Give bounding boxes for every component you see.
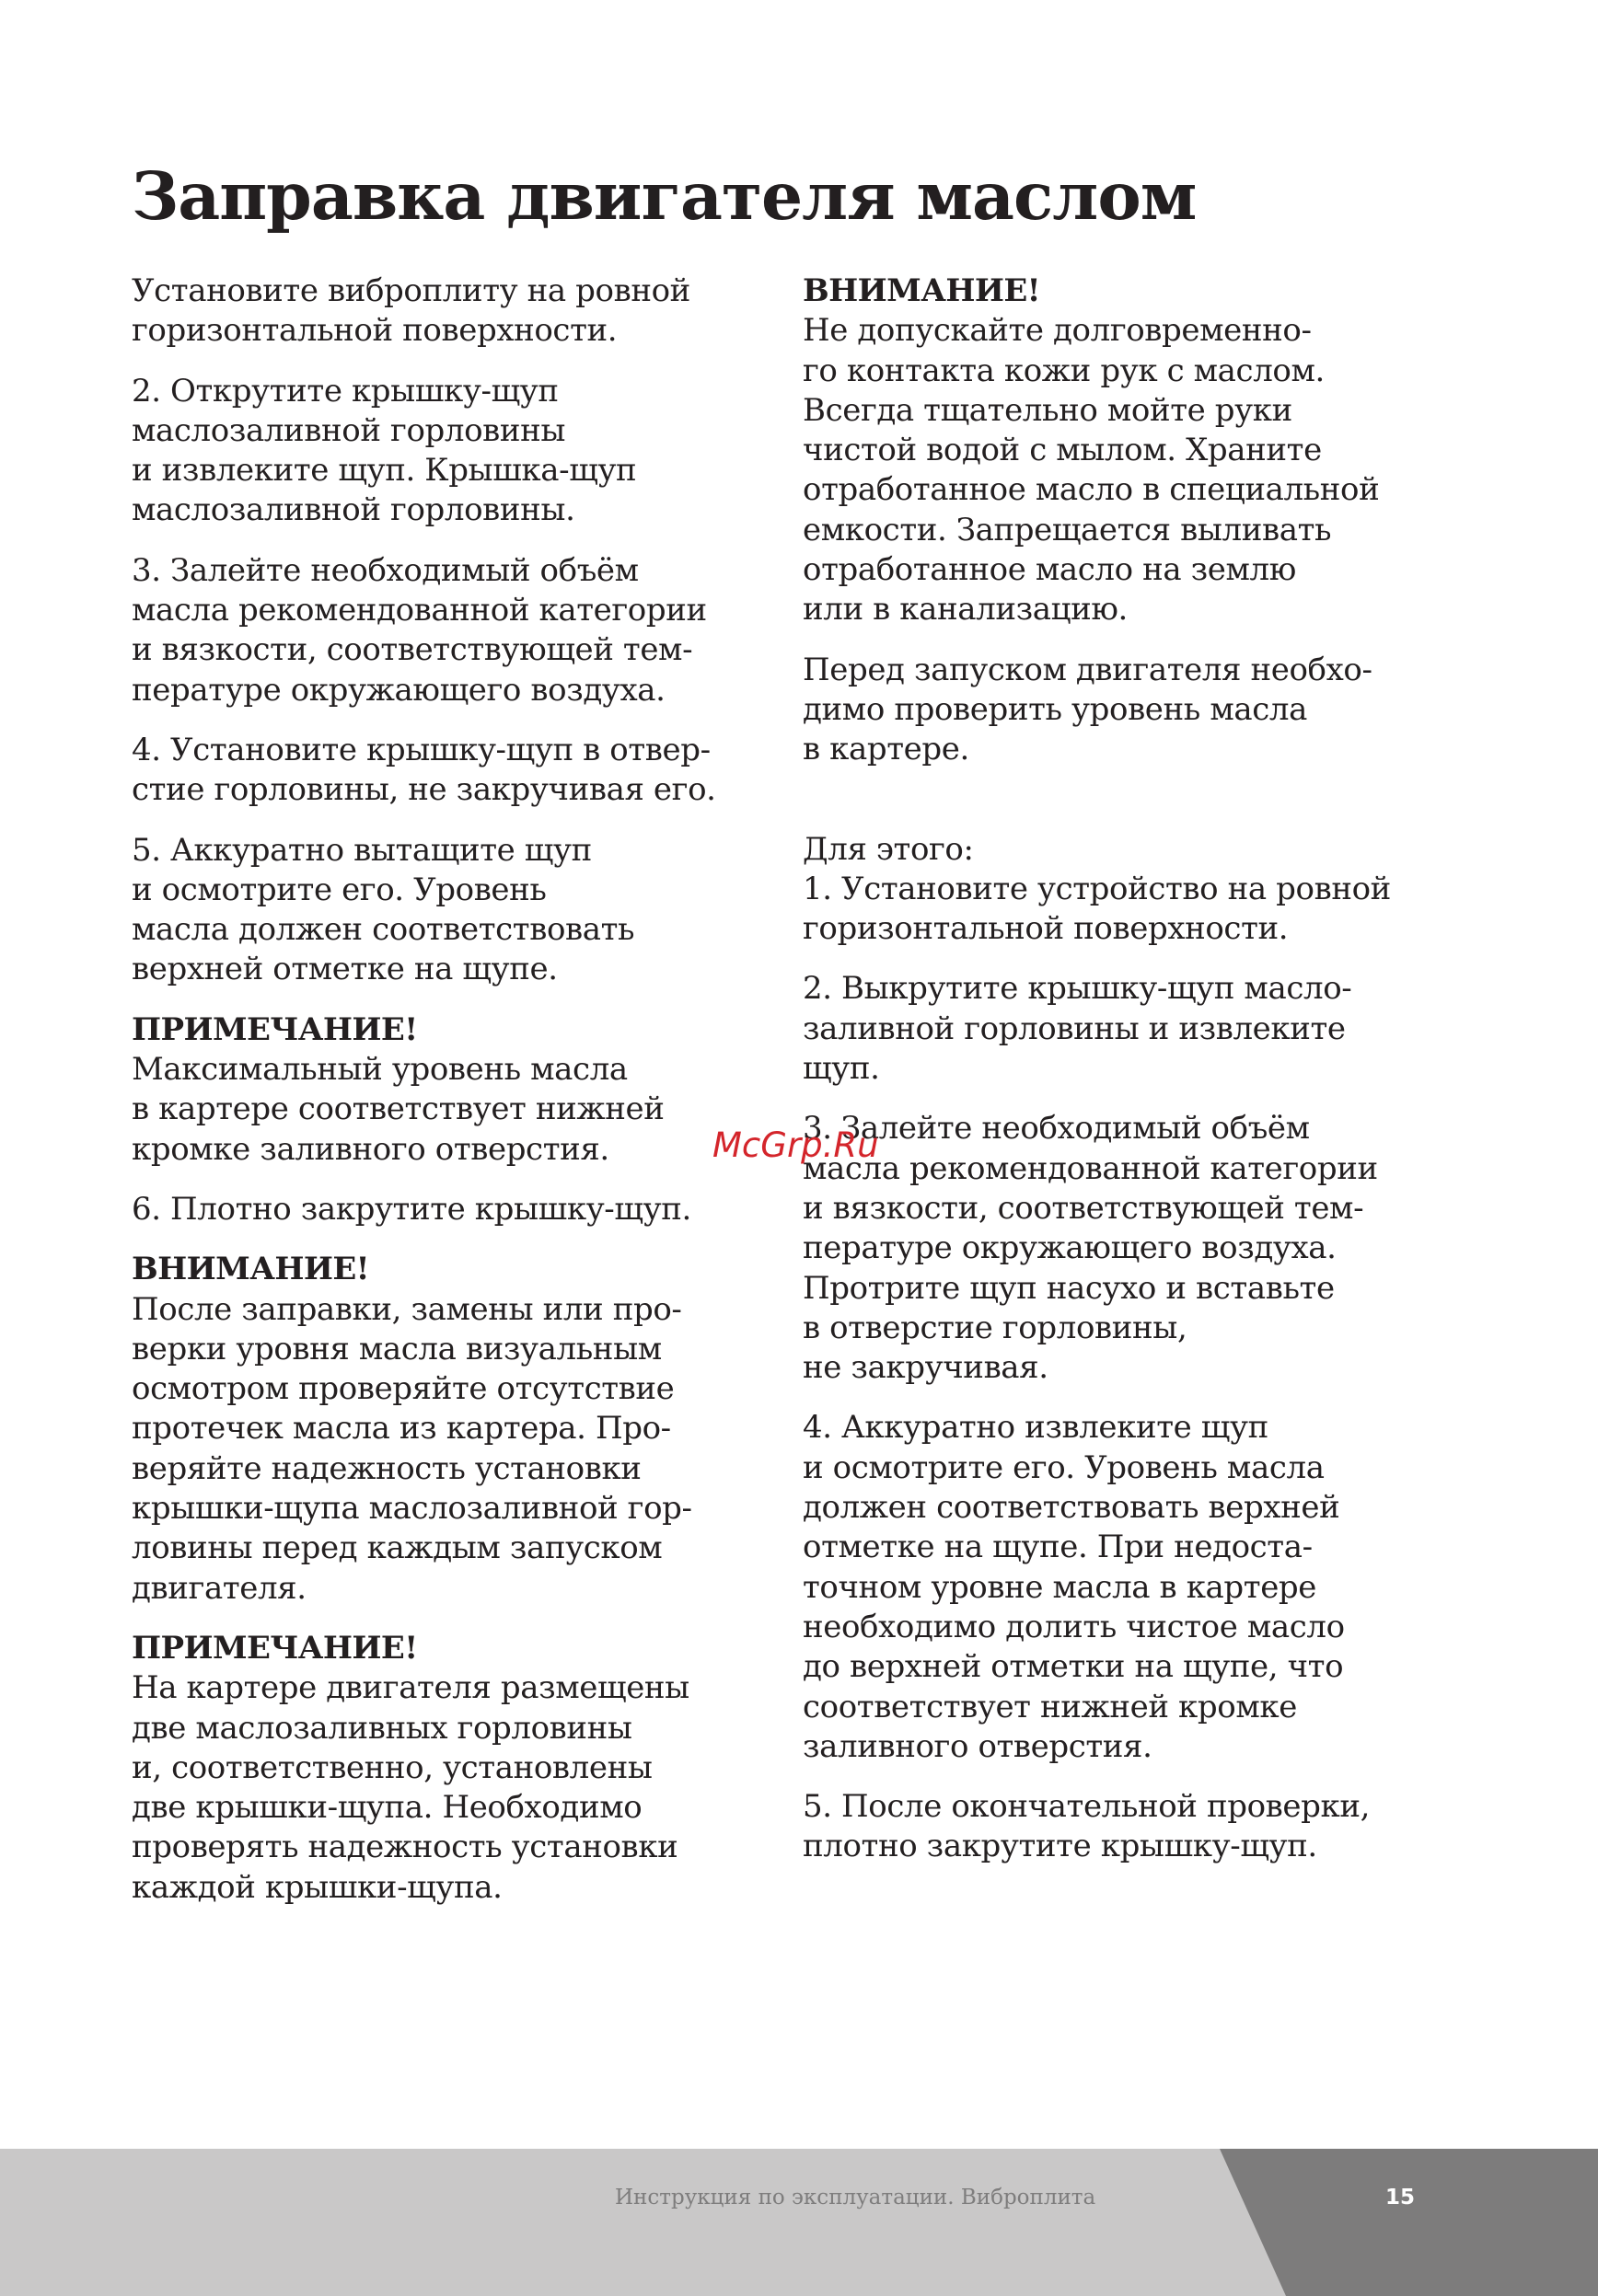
paragraph-heading: ВНИМАНИЕ! <box>803 272 1041 309</box>
page-title: Заправка двигателя маслом <box>132 157 1197 235</box>
paragraph-text: Для этого: 1. Установите устройство на ровной горизонтальной поверхности. <box>803 830 1391 948</box>
paragraph-text: 5. После окончательной проверки, плотно закрутите крышку-щуп. <box>803 1788 1371 1865</box>
paragraph <box>132 731 758 811</box>
paragraph-text: 3. Залейте необходимый объём масла рекомендованной категории и вязкости, соответствующей тем- пературе окружающего воздуха. Протрите щуп насухо и вставьте в отверстие горловины, не закручивая. <box>803 1110 1378 1387</box>
paragraph-text: Установите виброплиту на ровной горизонтальной поверхности. <box>132 272 690 350</box>
page-footer <box>0 2149 1598 2296</box>
right-column <box>803 271 1429 1887</box>
watermark-text: McGrp.Ru <box>712 1125 879 1165</box>
paragraph-text: Не допускайте долговременно- го контакта кожи рук с маслом. Всегда тщательно мойте руки чистой водой с мылом. Храните отработанное масло в специальной емкости. Запрещается выливать отработанное масло на землю или в канализацию. <box>803 312 1380 629</box>
paragraph <box>132 271 758 352</box>
paragraph-heading: ПРИМЕЧАНИЕ! <box>132 1629 418 1667</box>
paragraph <box>803 969 1429 1089</box>
paragraph <box>803 1787 1429 1867</box>
paragraph-heading: ПРИМЕЧАНИЕ! <box>132 1010 418 1048</box>
paragraph-text: После заправки, замены или про- верки уровня масла визуальным осмотром проверяйте отсутствие протечек масла из картера. Про- веряйте надежность установки крышки-щупа маслозаливной гор- ловины перед каждым запуском двигателя. <box>132 1290 692 1607</box>
paragraph <box>803 651 1429 770</box>
page-number: 15 <box>1385 2186 1416 2209</box>
paragraph-text: 3. Залейте необходимый объём масла рекомендованной категории и вязкости, соответствующей тем- пературе окружающего воздуха. <box>132 551 707 709</box>
paragraph <box>132 1190 758 1229</box>
paragraph <box>132 551 758 710</box>
paragraph-text: 5. Аккуратно вытащите щуп и осмотрите его. Уровень масла должен соответствовать верхней отметке на щупе. <box>132 831 635 988</box>
paragraph <box>803 1408 1429 1767</box>
paragraph <box>132 1010 758 1170</box>
paragraph <box>132 831 758 990</box>
paragraph-text: 6. Плотно закрутите крышку-щуп. <box>132 1190 691 1228</box>
footer-document-title: Инструкция по эксплуатации. Виброплита <box>615 2186 1096 2209</box>
paragraph-text: 2. Выкрутите крышку-щуп масло- заливной горловины и извлеките щуп. <box>803 970 1352 1088</box>
paragraph-spacer <box>803 790 1429 830</box>
paragraph <box>132 1629 758 1908</box>
paragraph-text: Перед запуском двигателя необхо- димо проверить уровень масла в картере. <box>803 651 1372 768</box>
paragraph <box>803 1109 1429 1388</box>
paragraph-heading: ВНИМАНИЕ! <box>132 1251 370 1288</box>
paragraph <box>803 271 1429 630</box>
paragraph <box>132 1250 758 1609</box>
paragraph-text: 2. Открутите крышку-щуп маслозаливной горловины и извлеките щуп. Крышка-щуп маслозаливной горловины. <box>132 372 637 529</box>
paragraph-text: 4. Установите крышку-щуп в отвер- стие горловины, не закручивая его. <box>132 731 716 809</box>
footer-page-tab <box>1220 2149 1598 2296</box>
paragraph-text: Максимальный уровень масла в картере соответствует нижней кромке заливного отверстия. <box>132 1051 665 1168</box>
paragraph-text: 4. Аккуратно извлеките щуп и осмотрите его. Уровень масла должен соответствовать верхней отметке на щупе. При недоста- точном уровне масла в картере необходимо долить чистое масло до верхней отметки на щупе, что соответствует нижней кромке заливного отверстия. <box>803 1409 1345 1765</box>
paragraph <box>132 372 758 531</box>
paragraph <box>803 790 1429 950</box>
left-column <box>132 271 758 1928</box>
paragraph-text: На картере двигателя размещены две маслозаливных горловины и, соответственно, установлены две крышки-щупа. Необходимо проверять надежность установки каждой крышки-щупа. <box>132 1669 689 1906</box>
